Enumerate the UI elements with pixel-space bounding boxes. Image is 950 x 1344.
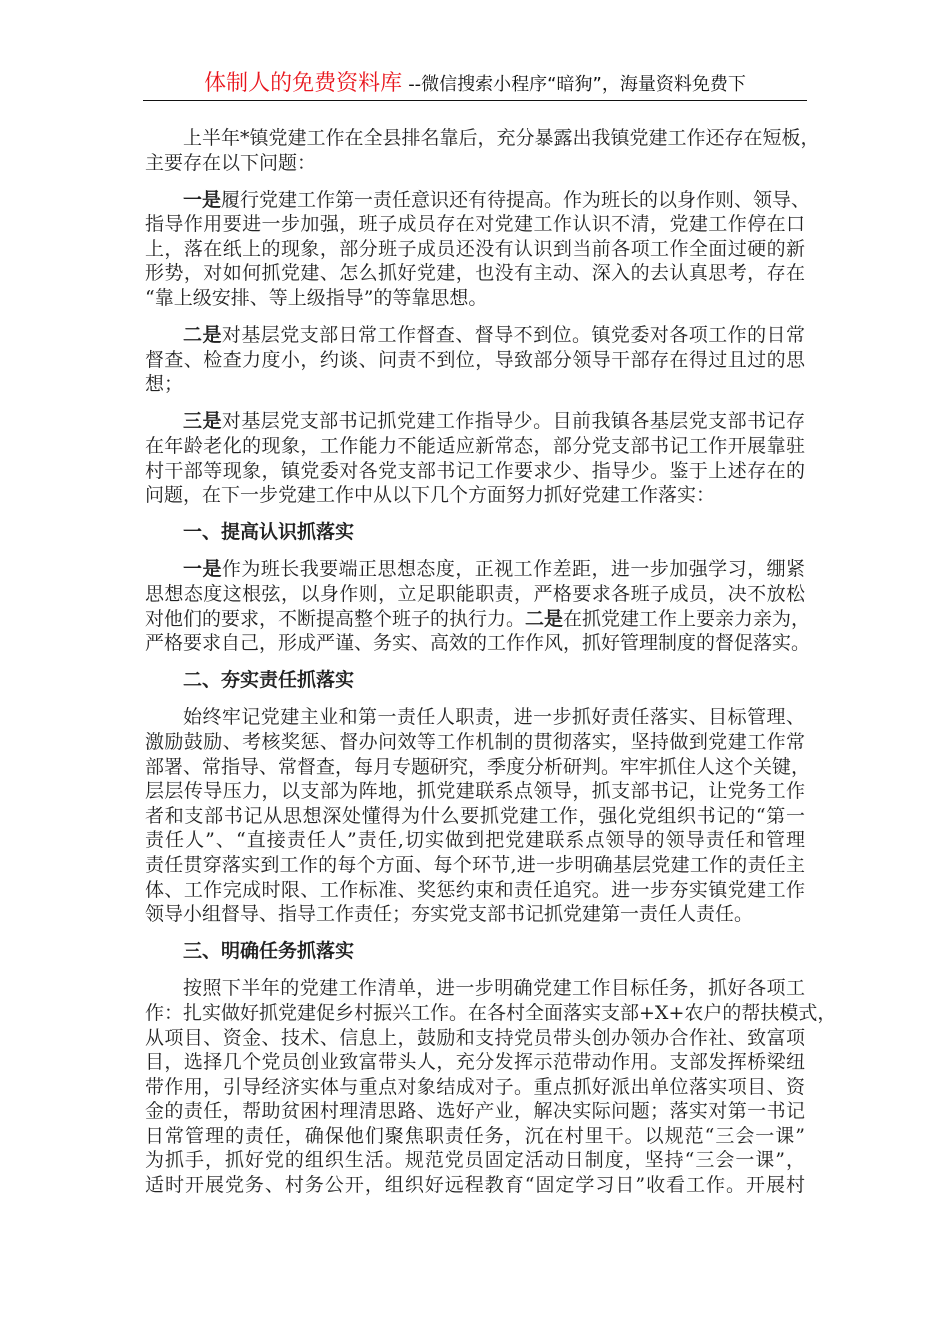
text-line bbox=[145, 705, 805, 730]
text-line bbox=[145, 237, 805, 262]
line-text: 一、提高认识抓落实 bbox=[183, 521, 355, 544]
text-line bbox=[145, 188, 811, 213]
line-text: 严格要求自己，形成严谨、务实、高效的工作作风，抓好管理制度的督促落实。 bbox=[145, 632, 811, 655]
text-line bbox=[145, 976, 805, 1001]
line-text: 在抓党建工作上要亲力亲为， bbox=[563, 607, 811, 630]
line-text: 履行党建工作第一责任意识还有待提高。作为班长的以身作则、领导、 bbox=[221, 188, 811, 211]
paragraph bbox=[145, 705, 811, 926]
text-line bbox=[145, 459, 805, 484]
bold-lead: 一是 bbox=[183, 558, 222, 581]
line-text: 责任贯穿落实到工作的每个方面、每个环节,进一步明确基层党建工作的责任主 bbox=[145, 853, 805, 876]
text-line bbox=[145, 323, 805, 348]
line-text: 思想态度这根弦，以身作则，立足职能职责，严格要求各班子成员，决不放松 bbox=[145, 583, 805, 605]
document-body bbox=[145, 126, 837, 1210]
line-text: 想； bbox=[145, 373, 184, 396]
line-text: 形势，对如何抓党建、怎么抓好党建，也没有主动、深入的去认真思考，存在 bbox=[145, 262, 805, 285]
text-line bbox=[145, 631, 811, 656]
text-line bbox=[145, 557, 805, 582]
text-line bbox=[145, 520, 805, 545]
text-line bbox=[145, 1099, 805, 1124]
text-line bbox=[145, 939, 805, 964]
text-line bbox=[145, 409, 805, 434]
section-heading bbox=[145, 939, 805, 964]
section-heading bbox=[145, 520, 805, 545]
paragraph bbox=[145, 409, 805, 507]
bold-lead: 二是 bbox=[525, 607, 564, 630]
bold-lead: 一是 bbox=[183, 188, 222, 211]
line-text: 体、工作完成时限、工作标准、奖惩约束和责任追究。进一步夯实镇党建工作 bbox=[145, 878, 805, 901]
line-text: 层层传导压力，以支部为阵地，抓党建联系点领导，抓支部书记，让党务工作 bbox=[145, 780, 805, 803]
text-line bbox=[145, 755, 811, 780]
line-text: 作：扎实做好抓党建促乡村振兴工作。在各村全面落实支部+X+农户的帮扶模式， bbox=[145, 1001, 837, 1024]
paragraph bbox=[145, 557, 811, 655]
line-text: 督查、检查力度小，约谈、问责不到位，导致部分领导干部存在得过且过的思 bbox=[145, 348, 805, 371]
text-line bbox=[145, 212, 805, 237]
text-line bbox=[145, 261, 805, 286]
line-text: 日常管理的责任，确保他们聚焦职责任务，沉在村里干。以规范“三会一课” bbox=[145, 1124, 805, 1147]
text-line bbox=[145, 668, 805, 693]
line-text: 二、夯实责任抓落实 bbox=[183, 669, 355, 692]
bold-lead: 二是 bbox=[183, 324, 222, 347]
text-line bbox=[145, 286, 805, 311]
text-line bbox=[145, 1173, 805, 1198]
text-line bbox=[145, 126, 820, 151]
line-text: 指导作用要进一步加强，班子成员存在对党建工作认识不清，党建工作停在口 bbox=[145, 213, 805, 236]
line-text: 作为班长我要端正思想态度，正视工作差距，进一步加强学习，绷紧 bbox=[221, 558, 805, 581]
paragraph bbox=[145, 188, 811, 311]
line-text: 对他们的要求，不断提高整个班子的执行力。 bbox=[145, 607, 526, 630]
line-text: 金的责任，帮助贫困村理清思路、选好产业，解决实际问题；落实对第一书记 bbox=[145, 1100, 805, 1123]
line-text: 对基层党支部日常工作督查、督导不到位。镇党委对各项工作的日常 bbox=[221, 324, 805, 347]
text-line bbox=[145, 878, 805, 903]
line-text: 问题，在下一步党建工作中从以下几个方面努力抓好党建工作落实： bbox=[145, 484, 716, 507]
paragraph bbox=[145, 126, 820, 175]
text-line bbox=[145, 804, 805, 829]
line-text: 上半年*镇党建工作在全县排名靠后，充分暴露出我镇党建工作还存在短板， bbox=[183, 127, 820, 149]
line-text: 部署、常指导、常督查，每月专题研究，季度分析研判。牢牢抓住人这个关键， bbox=[145, 755, 811, 778]
text-line bbox=[145, 348, 805, 373]
text-line bbox=[145, 730, 805, 755]
line-text: 在年龄老化的现象，工作能力不能适应新常态，部分党支部书记工作开展靠驻 bbox=[145, 435, 805, 458]
line-text: 领导小组督导、指导工作责任；夯实党支部书记抓党建第一责任人责任。 bbox=[145, 903, 754, 926]
line-text: 带作用，引导经济实体与重点对象结成对子。重点抓好派出单位落实项目、资 bbox=[145, 1075, 805, 1098]
text-line bbox=[145, 434, 805, 459]
text-line bbox=[145, 1026, 805, 1051]
document-header bbox=[143, 66, 807, 101]
header-brand: 体制人的免费资料库 bbox=[204, 71, 403, 96]
line-text: 村干部等现象，镇党委对各党支部书记工作要求少、指导少。鉴于上述存在的 bbox=[145, 459, 805, 482]
section-heading bbox=[145, 668, 805, 693]
line-text: 适时开展党务、村务公开，组织好远程教育“固定学习日”收看工作。开展村 bbox=[145, 1174, 805, 1197]
text-line bbox=[145, 902, 805, 927]
text-line bbox=[145, 1075, 805, 1100]
text-line bbox=[145, 151, 805, 176]
text-line bbox=[145, 483, 805, 508]
line-text: 始终牢记党建主业和第一责任人职责，进一步抓好责任落实、目标管理、 bbox=[183, 706, 805, 729]
text-line bbox=[145, 1001, 837, 1026]
line-text: 按照下半年的党建工作清单，进一步明确党建工作目标任务，抓好各项工 bbox=[183, 977, 805, 1000]
paragraph bbox=[145, 323, 805, 397]
text-line bbox=[145, 1050, 805, 1075]
line-text: 主要存在以下问题： bbox=[145, 151, 317, 174]
text-line bbox=[145, 779, 805, 804]
line-text: 责任人”、“直接责任人”责任,切实做到把党建联系点领导的领导责任和管理 bbox=[145, 829, 805, 852]
line-text: “靠上级安排、等上级指导”的等靠思想。 bbox=[145, 287, 488, 310]
line-text: 对基层党支部书记抓党建工作指导少。目前我镇各基层党支部书记存 bbox=[221, 410, 805, 433]
text-line bbox=[145, 1124, 805, 1149]
text-line bbox=[145, 853, 805, 878]
header-slogan: --微信搜索小程序“暗狗”，海量资料免费下 bbox=[408, 74, 746, 95]
line-text: 为抓手，抓好党的组织生活。规范党员固定活动日制度，坚持“三会一课”， bbox=[145, 1149, 805, 1172]
line-text: 目，选择几个党员创业致富带头人，充分发挥示范带动作用。支部发挥桥梁纽 bbox=[145, 1051, 805, 1074]
line-text: 上，落在纸上的现象，部分班子成员还没有认识到当前各项工作全面过硬的新 bbox=[145, 237, 805, 260]
text-line bbox=[145, 607, 811, 632]
paragraph bbox=[145, 976, 837, 1197]
line-text: 从项目、资金、技术、信息上，鼓励和支持党员带头创办领办合作社、致富项 bbox=[145, 1026, 805, 1049]
line-text: 者和支部书记从思想深处懂得为什么要抓党建工作，强化党组织书记的“第一 bbox=[145, 804, 805, 827]
text-line bbox=[145, 1148, 805, 1173]
text-line bbox=[145, 372, 805, 397]
text-line bbox=[145, 582, 805, 607]
line-text: 激励鼓励、考核奖惩、督办问效等工作机制的贯彻落实，坚持做到党建工作常 bbox=[145, 730, 805, 753]
bold-lead: 三是 bbox=[183, 410, 222, 433]
line-text: 三、明确任务抓落实 bbox=[183, 940, 355, 963]
text-line bbox=[145, 828, 805, 853]
